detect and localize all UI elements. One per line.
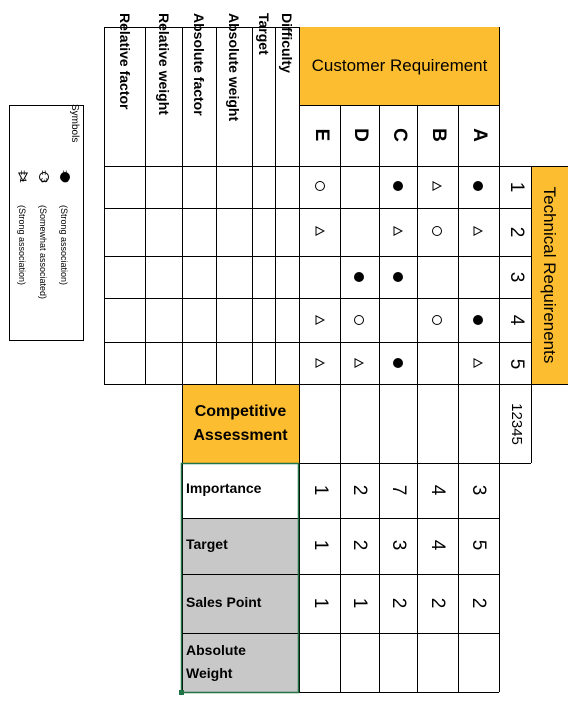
matrix-cell-a-2 [469, 222, 487, 240]
sales-point-value: 2 [427, 597, 448, 609]
strong-dot-icon [473, 315, 483, 325]
target-value: 5 [468, 539, 489, 551]
technical-requirements-label: Technical Requirenents [540, 186, 559, 364]
triangle-icon [473, 358, 483, 368]
matrix-cell-b-2 [428, 222, 446, 240]
strong-dot-icon [354, 272, 364, 282]
row-letter-c: C [389, 128, 410, 142]
matrix-cell-d-4 [350, 311, 368, 329]
importance-value: 1 [310, 484, 331, 496]
strong-dot-icon [393, 272, 403, 282]
matrix-cell-e-4 [311, 311, 329, 329]
triangle-icon [315, 358, 325, 368]
matrix-cell-e-1 [311, 177, 329, 195]
absolute-label: Absolute [186, 642, 246, 658]
matrix-cell-d-5 [350, 354, 368, 372]
matrix-cell-c-2 [389, 222, 407, 240]
legend-text: (Strong association) [17, 205, 27, 286]
row-letter-a: A [469, 128, 490, 142]
legend-value: = 3 [39, 170, 49, 183]
triangle-icon [315, 226, 325, 236]
competitive-title-line1: Competitive [194, 403, 287, 420]
row-letter-b: B [428, 128, 449, 142]
column-number-4: 4 [506, 314, 527, 326]
matrix-cell-d-3 [350, 268, 368, 286]
legend-text: (Somewhat associated) [38, 205, 48, 300]
scale-label: 12345 [508, 403, 525, 445]
matrix-cell-a-5 [469, 354, 487, 372]
strong-dot-icon [473, 181, 483, 191]
sales-point-value: 2 [388, 597, 409, 609]
competitive-title-line2: Assessment [193, 427, 288, 444]
matrix-cell-a-1 [469, 177, 487, 195]
hollow-circle-icon [354, 315, 364, 325]
importance-value: 3 [468, 484, 489, 496]
target-label: Target [256, 13, 272, 55]
column-number-3: 3 [506, 271, 527, 283]
triangle-icon [393, 226, 403, 236]
sales-point-value: 2 [468, 597, 489, 609]
hollow-circle-icon [432, 226, 442, 236]
matrix-cell-b-4 [428, 311, 446, 329]
column-number-5: 5 [506, 358, 527, 370]
strong-dot-icon [393, 181, 403, 191]
legend-value: = 1 [18, 170, 28, 183]
legend-text: (Strong association) [59, 205, 69, 286]
legend-value: = 9 [60, 170, 70, 183]
weight-label: Weight [186, 665, 233, 681]
target-value: 3 [388, 539, 409, 551]
triangle-icon [354, 358, 364, 368]
target-value: 4 [427, 539, 448, 551]
row-letter-d: D [350, 128, 371, 142]
sales-point-label: Sales Point [186, 594, 262, 610]
matrix-cell-c-3 [389, 268, 407, 286]
matrix-cell-b-1 [428, 177, 446, 195]
matrix-cell-c-5 [389, 354, 407, 372]
sales-point-value: 1 [310, 597, 331, 609]
column-number-1: 1 [506, 181, 527, 193]
target-row-label: Target [186, 536, 228, 552]
absolute-weight-label: Absolute weight [226, 13, 242, 122]
importance-value: 2 [349, 484, 370, 496]
target-value: 2 [349, 539, 370, 551]
triangle-icon [473, 226, 483, 236]
hollow-circle-icon [315, 181, 325, 191]
row-letter-e: E [311, 128, 332, 142]
relative-factor-label: Relative factor [117, 13, 133, 110]
matrix-cell-e-5 [311, 354, 329, 372]
triangle-icon [432, 181, 442, 191]
importance-label: Importance [186, 480, 262, 496]
absolute-factor-label: Absolute factor [191, 13, 207, 116]
legend-title: Symbols [69, 104, 80, 143]
customer-requirement-label: Customer Requirement [311, 56, 488, 75]
matrix-cell-a-4 [469, 311, 487, 329]
triangle-icon [315, 315, 325, 325]
importance-value: 7 [388, 484, 409, 496]
matrix-cell-e-2 [311, 222, 329, 240]
difficulty-label: Difficulty [279, 13, 295, 73]
matrix-cell-c-1 [389, 177, 407, 195]
hollow-circle-icon [432, 315, 442, 325]
sales-point-value: 1 [349, 597, 370, 609]
target-value: 1 [310, 539, 331, 551]
strong-dot-icon [393, 358, 403, 368]
column-number-2: 2 [506, 226, 527, 238]
relative-weight-label: Relative weight [156, 13, 172, 115]
importance-value: 4 [427, 484, 448, 496]
